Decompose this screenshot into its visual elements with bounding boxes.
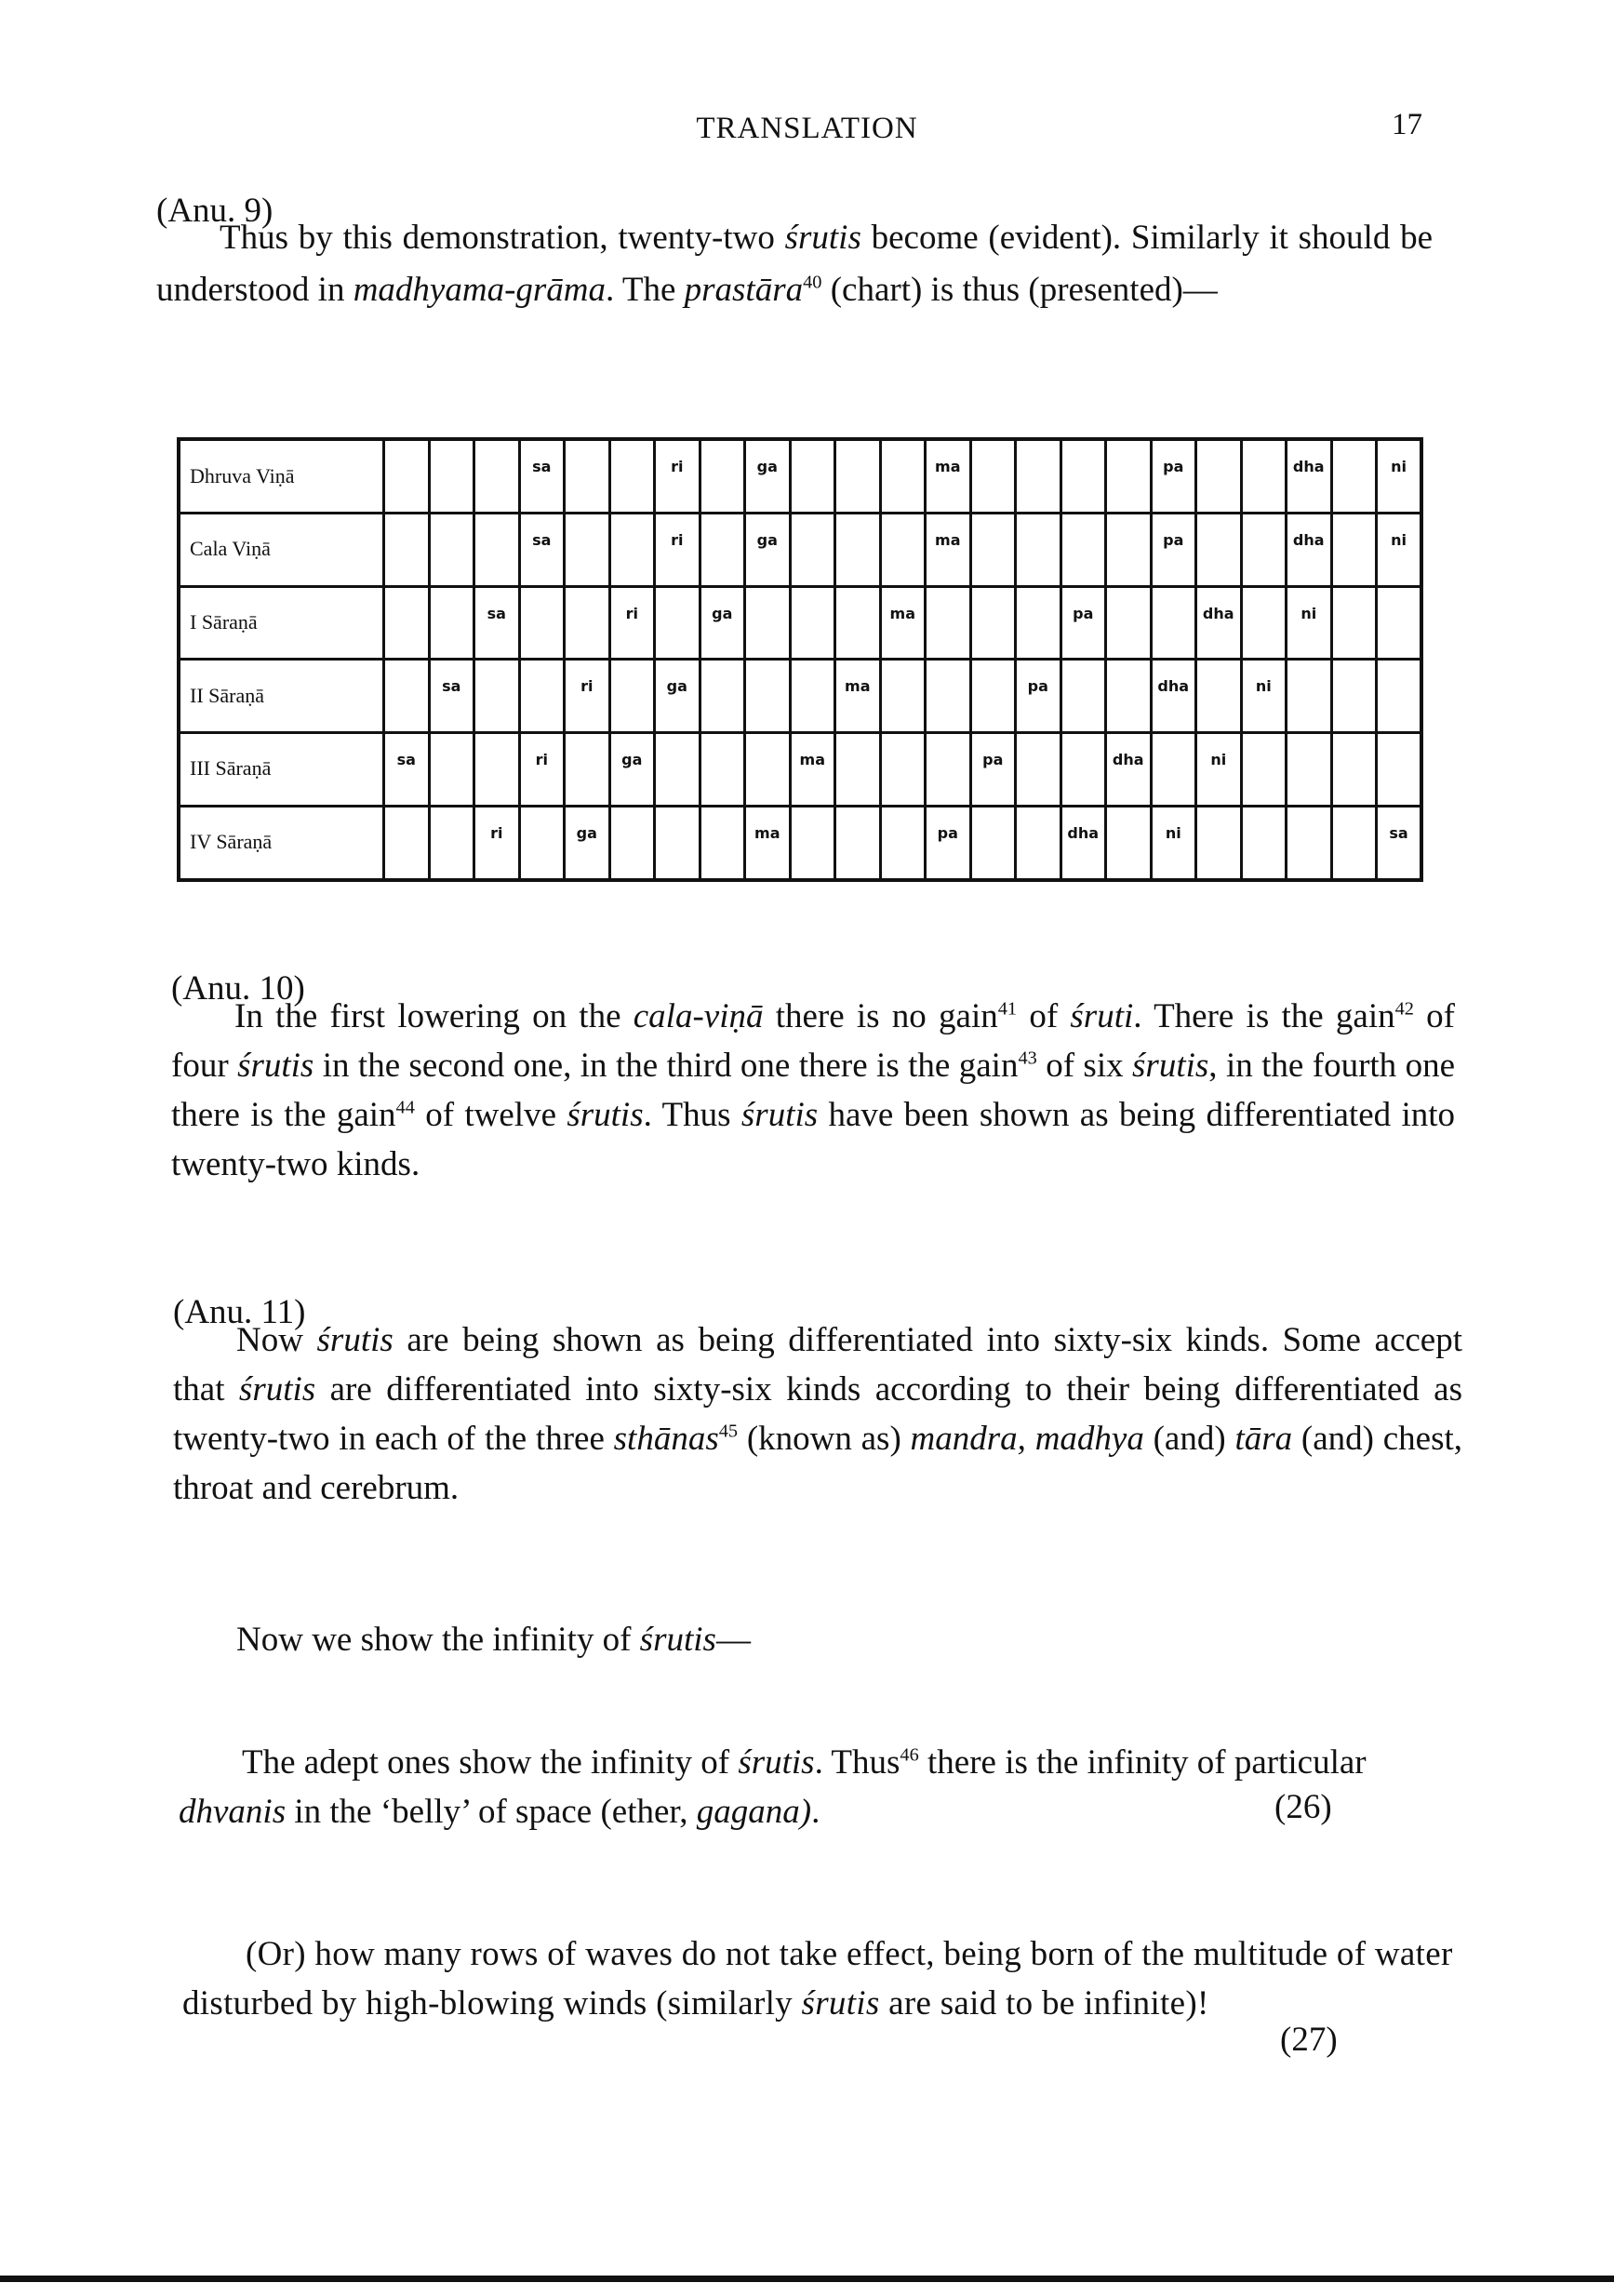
chart-cell bbox=[970, 514, 1016, 587]
text: . Thus bbox=[814, 1743, 900, 1782]
text bbox=[1026, 1420, 1035, 1458]
chart-cell bbox=[1106, 660, 1152, 733]
term: śrutis bbox=[237, 1047, 314, 1085]
term: madhya bbox=[1034, 1420, 1144, 1458]
footnote-ref: 45 bbox=[718, 1421, 739, 1442]
chart-cell bbox=[790, 439, 835, 514]
term: dhvanis bbox=[179, 1793, 287, 1831]
chart-cell bbox=[1106, 586, 1152, 660]
chart-cell bbox=[1106, 439, 1152, 514]
chart-cell bbox=[1241, 439, 1287, 514]
chart-cell bbox=[1106, 806, 1152, 880]
chart-cell: ma bbox=[926, 514, 971, 587]
chart-cell bbox=[519, 660, 565, 733]
chart-cell bbox=[429, 514, 474, 587]
section-label-anu11: (Anu. 11) bbox=[173, 1293, 306, 1331]
text: there is no gain bbox=[763, 997, 998, 1035]
chart-row bbox=[179, 514, 1421, 587]
chart-cell: ga bbox=[655, 660, 700, 733]
chart-cell bbox=[519, 806, 565, 880]
chart-cell bbox=[1331, 660, 1377, 733]
chart-cell bbox=[790, 514, 835, 587]
chart-cell bbox=[609, 439, 655, 514]
chart-cell bbox=[565, 514, 610, 587]
chart-cell: ma bbox=[926, 439, 971, 514]
chart-cell: ni bbox=[1287, 586, 1332, 660]
chart-cell bbox=[384, 439, 430, 514]
chart-cell: ni bbox=[1377, 514, 1422, 587]
chart-cell bbox=[429, 586, 474, 660]
chart-cell: sa bbox=[429, 660, 474, 733]
chart-cell: pa bbox=[1151, 514, 1196, 587]
chart-cell bbox=[1377, 586, 1422, 660]
chart-cell bbox=[1060, 514, 1106, 587]
chart-cell bbox=[1060, 439, 1106, 514]
chart-cell: pa bbox=[1016, 660, 1061, 733]
text: in the ‘belly’ of space (ether, bbox=[286, 1793, 697, 1831]
page-number: 17 bbox=[1392, 108, 1422, 141]
chart-cell: sa bbox=[384, 733, 430, 807]
chart-cell bbox=[1196, 660, 1242, 733]
section-label-anu10: (Anu. 10) bbox=[171, 969, 305, 1008]
chart-cell bbox=[1196, 514, 1242, 587]
chart-cell: dha bbox=[1060, 806, 1106, 880]
chart-cell: dha bbox=[1151, 660, 1196, 733]
text: of six bbox=[1036, 1047, 1133, 1085]
chart-cell: ma bbox=[880, 586, 926, 660]
footnote-ref: 41 bbox=[997, 998, 1018, 1020]
chart-row-label: II Sāraṇā bbox=[179, 660, 384, 733]
term: madhyama-grāma bbox=[353, 271, 607, 309]
chart-cell: pa bbox=[1060, 586, 1106, 660]
chart-cell: ni bbox=[1196, 733, 1242, 807]
chart-cell bbox=[745, 660, 791, 733]
chart-cell bbox=[790, 660, 835, 733]
footnote-ref: 43 bbox=[1018, 1048, 1037, 1069]
text: in the second one, in the third one there is the gain bbox=[313, 1047, 1019, 1085]
chart-cell bbox=[970, 586, 1016, 660]
chart-cell bbox=[970, 660, 1016, 733]
chart-cell bbox=[1377, 660, 1422, 733]
chart-row bbox=[179, 660, 1421, 733]
text: . There is the gain bbox=[1133, 997, 1395, 1035]
chart-row bbox=[179, 439, 1421, 514]
chart-cell: sa bbox=[474, 586, 520, 660]
chart-cell bbox=[1151, 586, 1196, 660]
term: śrutis bbox=[567, 1096, 644, 1134]
chart-cell bbox=[1060, 733, 1106, 807]
prastara-chart bbox=[177, 437, 1423, 882]
chart-cell bbox=[880, 514, 926, 587]
chart-cell bbox=[1016, 439, 1061, 514]
text: Now we show the infinity of bbox=[236, 1621, 640, 1659]
term: prastāra bbox=[684, 271, 804, 309]
term: śrutis bbox=[801, 1984, 880, 2022]
chart-cell bbox=[655, 733, 700, 807]
chart-cell bbox=[519, 586, 565, 660]
chart-cell bbox=[474, 660, 520, 733]
chart-cell: ri bbox=[474, 806, 520, 880]
text: (known as) bbox=[738, 1420, 911, 1458]
term: sthānas bbox=[613, 1420, 719, 1458]
text: . bbox=[811, 1793, 820, 1831]
chart-cell bbox=[700, 439, 745, 514]
chart-cell bbox=[1016, 586, 1061, 660]
chart-cell: ri bbox=[609, 586, 655, 660]
chart-row bbox=[179, 806, 1421, 880]
chart-cell bbox=[384, 514, 430, 587]
text: of four bbox=[171, 997, 1456, 1085]
text: are being shown as being differentiated into sixty-six kinds. Some accept that bbox=[173, 1321, 1462, 1408]
chart-cell bbox=[1016, 733, 1061, 807]
chart-cell: ga bbox=[609, 733, 655, 807]
chart-cell bbox=[1331, 733, 1377, 807]
footnote-ref: 44 bbox=[395, 1097, 415, 1118]
chart-cell bbox=[926, 586, 971, 660]
text: are said to be infinite)! bbox=[879, 1984, 1209, 2022]
text: (and) bbox=[1143, 1420, 1235, 1458]
verse-number-27: (27) bbox=[1280, 2021, 1338, 2059]
term: śrutis bbox=[238, 1370, 316, 1408]
chart-cell bbox=[1331, 439, 1377, 514]
text: Now bbox=[236, 1321, 317, 1359]
chart-cell bbox=[1331, 806, 1377, 880]
text: Thus by this demonstration, twenty-two bbox=[220, 219, 785, 257]
term: śruti bbox=[1070, 997, 1134, 1035]
chart-cell: sa bbox=[519, 514, 565, 587]
chart-cell: ni bbox=[1377, 439, 1422, 514]
text: become (evident). Similarly it should be understood in bbox=[156, 219, 1433, 309]
chart-cell bbox=[880, 733, 926, 807]
chart-cell bbox=[1060, 660, 1106, 733]
chart-cell bbox=[609, 514, 655, 587]
term: gagana) bbox=[696, 1793, 812, 1831]
paragraph-infinity bbox=[236, 1615, 751, 1664]
footnote-ref: 40 bbox=[803, 272, 822, 293]
footnote-ref: 42 bbox=[1394, 998, 1414, 1020]
term: śrutis bbox=[784, 219, 861, 257]
chart-cell: dha bbox=[1287, 514, 1332, 587]
chart-cell: pa bbox=[926, 806, 971, 880]
chart-cell bbox=[1016, 806, 1061, 880]
chart-cell bbox=[970, 806, 1016, 880]
chart-cell bbox=[1241, 733, 1287, 807]
chart-cell bbox=[474, 514, 520, 587]
chart-cell bbox=[926, 660, 971, 733]
chart-cell bbox=[429, 806, 474, 880]
chart-cell bbox=[880, 806, 926, 880]
chart-cell: ma bbox=[835, 660, 881, 733]
chart-cell bbox=[655, 586, 700, 660]
chart-cell: ga bbox=[745, 439, 791, 514]
chart-row-label: III Sāraṇā bbox=[179, 733, 384, 807]
paragraph-anu11 bbox=[173, 1315, 1462, 1513]
text: there is the infinity of particular bbox=[918, 1743, 1367, 1782]
text: (and) chest, throat and cerebrum. bbox=[173, 1420, 1463, 1507]
chart-row-label: Dhruva Viṇā bbox=[179, 439, 384, 514]
chart-cell bbox=[1016, 514, 1061, 587]
section-label-anu9: (Anu. 9) bbox=[156, 192, 273, 230]
chart-cell bbox=[1241, 514, 1287, 587]
verse-27 bbox=[182, 1929, 1475, 2028]
term: śrutis bbox=[740, 1096, 819, 1134]
chart-cell bbox=[790, 806, 835, 880]
text: The adept ones show the infinity of bbox=[242, 1743, 739, 1782]
text: (chart) is thus (presented)— bbox=[821, 271, 1218, 309]
chart-cell bbox=[835, 439, 881, 514]
chart-cell: ri bbox=[519, 733, 565, 807]
chart-cell bbox=[1331, 514, 1377, 587]
text: In the first lowering on the bbox=[234, 997, 634, 1035]
chart-cell bbox=[1287, 733, 1332, 807]
page-bottom-rule bbox=[0, 2276, 1614, 2282]
chart-cell bbox=[880, 660, 926, 733]
chart-row-label: Cala Viṇā bbox=[179, 514, 384, 587]
chart-cell: dha bbox=[1196, 586, 1242, 660]
chart-cell bbox=[1196, 439, 1242, 514]
chart-cell bbox=[745, 733, 791, 807]
chart-cell: dha bbox=[1106, 733, 1152, 807]
chart-cell bbox=[835, 586, 881, 660]
chart-cell bbox=[835, 806, 881, 880]
text: are differentiated into sixty-six kinds according to their being differentiated as twenty-two in each of the three bbox=[173, 1370, 1463, 1458]
chart-cell bbox=[384, 660, 430, 733]
chart-cell: ma bbox=[745, 806, 791, 880]
chart-cell: pa bbox=[1151, 439, 1196, 514]
chart-cell bbox=[1377, 733, 1422, 807]
chart-cell bbox=[1106, 514, 1152, 587]
chart-cell bbox=[790, 586, 835, 660]
chart-cell bbox=[1151, 733, 1196, 807]
text: . Thus bbox=[643, 1096, 741, 1134]
chart-cell bbox=[474, 733, 520, 807]
chart-cell bbox=[1331, 586, 1377, 660]
text: have been shown as being differentiated into twenty-two kinds. bbox=[171, 1096, 1456, 1183]
term: mandra, bbox=[910, 1420, 1026, 1458]
verse-number-26: (26) bbox=[1274, 1788, 1332, 1826]
chart-cell bbox=[565, 586, 610, 660]
text: . The bbox=[606, 271, 685, 309]
chart-cell bbox=[700, 806, 745, 880]
chart-cell: ga bbox=[565, 806, 610, 880]
chart-row-label: IV Sāraṇā bbox=[179, 806, 384, 880]
term: tāra bbox=[1234, 1420, 1293, 1458]
chart-cell bbox=[609, 660, 655, 733]
chart-cell bbox=[970, 439, 1016, 514]
chart-cell bbox=[700, 514, 745, 587]
chart-cell: ri bbox=[655, 514, 700, 587]
chart-cell: dha bbox=[1287, 439, 1332, 514]
chart-cell bbox=[926, 733, 971, 807]
chart-cell: ri bbox=[655, 439, 700, 514]
chart-cell bbox=[429, 733, 474, 807]
text: of bbox=[1017, 997, 1071, 1035]
chart-cell bbox=[745, 586, 791, 660]
chart-cell bbox=[1241, 586, 1287, 660]
chart-cell: ga bbox=[745, 514, 791, 587]
chart-cell bbox=[700, 660, 745, 733]
chart-cell bbox=[1287, 806, 1332, 880]
chart-cell bbox=[429, 439, 474, 514]
paragraph-anu10 bbox=[171, 992, 1455, 1189]
chart-cell bbox=[565, 733, 610, 807]
term: śrutis bbox=[738, 1743, 815, 1782]
chart-cell: sa bbox=[1377, 806, 1422, 880]
chart-row bbox=[179, 733, 1421, 807]
chart-cell: ni bbox=[1151, 806, 1196, 880]
chart-cell bbox=[474, 439, 520, 514]
footnote-ref: 46 bbox=[900, 1744, 919, 1766]
chart-cell bbox=[835, 514, 881, 587]
chart-cell: ni bbox=[1241, 660, 1287, 733]
chart-cell bbox=[880, 439, 926, 514]
chart-row bbox=[179, 586, 1421, 660]
chart-cell: ma bbox=[790, 733, 835, 807]
chart-cell: ga bbox=[700, 586, 745, 660]
chart-cell: sa bbox=[519, 439, 565, 514]
chart-cell: pa bbox=[970, 733, 1016, 807]
chart-cell bbox=[609, 806, 655, 880]
text: — bbox=[715, 1621, 751, 1659]
chart-row-label: I Sāraṇā bbox=[179, 586, 384, 660]
chart-cell bbox=[700, 733, 745, 807]
text: , in the fourth one there is the gain bbox=[171, 1047, 1456, 1134]
term: śrutis bbox=[1132, 1047, 1209, 1085]
chart-cell bbox=[835, 733, 881, 807]
chart-cell bbox=[1287, 660, 1332, 733]
chart-cell bbox=[384, 806, 430, 880]
running-title: TRANSLATION bbox=[696, 112, 918, 145]
text: of twelve bbox=[414, 1096, 567, 1134]
chart-cell bbox=[1196, 806, 1242, 880]
chart-cell bbox=[384, 586, 430, 660]
chart-cell bbox=[565, 439, 610, 514]
paragraph-anu9 bbox=[156, 212, 1433, 316]
chart-cell bbox=[655, 806, 700, 880]
text: (Or) how many rows of waves do not take effect, being born of the multitude of water disturbed by high-blowing winds (similarly bbox=[182, 1935, 1453, 2022]
term: cala-viṇā bbox=[633, 997, 764, 1035]
term: śrutis bbox=[639, 1621, 716, 1659]
chart-cell bbox=[1241, 806, 1287, 880]
term: śrutis bbox=[316, 1321, 393, 1359]
chart-cell: ri bbox=[565, 660, 610, 733]
